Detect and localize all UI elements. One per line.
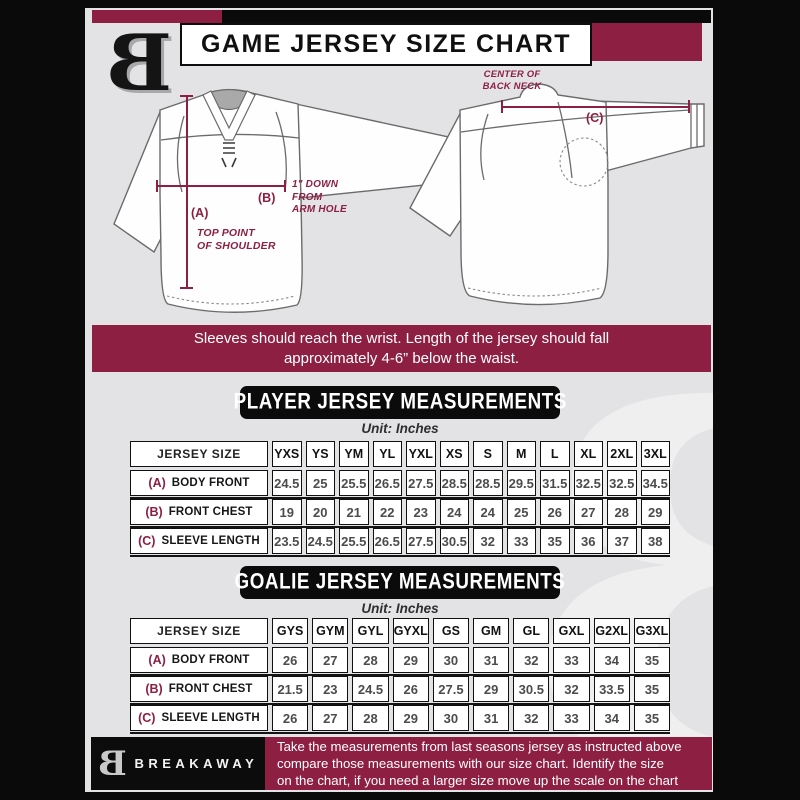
measure-line-b-tick-left	[156, 180, 158, 192]
value-cell: 32.5	[574, 470, 604, 496]
page-border-right	[713, 0, 800, 800]
value-cell: 26	[393, 676, 429, 702]
value-cell: 22	[373, 499, 403, 525]
value-cell: 24.5	[352, 676, 388, 702]
player-measurements-heading: PLAYER JERSEY MEASUREMENTS	[240, 386, 560, 419]
footer-line-1: Take the measurements from last seasons jersey as instructed above	[277, 738, 682, 754]
size-header-cell: YXS	[272, 441, 302, 467]
value-cell: 27	[312, 705, 348, 731]
size-header-cell: GL	[513, 618, 549, 644]
value-cell: 29	[641, 499, 671, 525]
value-cell: 35	[634, 705, 670, 731]
table-row	[130, 647, 670, 673]
arm-hole-note: 1" DOWN FROM ARM HOLE	[292, 179, 347, 215]
value-cell: 29	[393, 705, 429, 731]
label-c: (C)	[586, 111, 604, 125]
size-header-cell: 3XL	[641, 441, 671, 467]
size-header-cell: GYXL	[393, 618, 429, 644]
value-cell: 26.5	[373, 528, 403, 554]
row-key: (A)	[148, 476, 166, 490]
measure-line-a	[186, 96, 188, 288]
size-header-cell: GS	[433, 618, 469, 644]
value-cell: 24.5	[272, 470, 302, 496]
row-label-cell	[130, 676, 268, 702]
top-point-of-shoulder-note: TOP POINT OF SHOULDER	[197, 227, 276, 252]
value-cell: 35	[634, 647, 670, 673]
value-cell: 33	[553, 705, 589, 731]
value-cell: 28	[352, 647, 388, 673]
row-label-cell	[130, 705, 268, 731]
measure-line-b-tick-right	[284, 180, 286, 192]
row-key: (C)	[138, 534, 156, 548]
value-cell: 23	[312, 676, 348, 702]
size-header-cell: YL	[373, 441, 403, 467]
value-cell: 27.5	[406, 470, 436, 496]
value-cell: 31.5	[540, 470, 570, 496]
goalie-measurements-heading: GOALIE JERSEY MEASUREMENTS	[240, 566, 560, 599]
top-bar-black-segment	[222, 10, 711, 23]
size-header-cell: GXL	[553, 618, 589, 644]
footer-line-3: on the chart, if you need a larger size move up the scale on the chart	[277, 773, 678, 789]
value-cell: 34	[594, 705, 630, 731]
value-cell: 21.5	[272, 676, 308, 702]
size-header-cell: L	[540, 441, 570, 467]
size-header-cell: YM	[339, 441, 369, 467]
value-cell: 28.5	[473, 470, 503, 496]
size-header-cell: GM	[473, 618, 509, 644]
value-cell: 29.5	[507, 470, 537, 496]
measure-line-c-tick-left	[501, 100, 503, 113]
value-cell: 29	[393, 647, 429, 673]
label-a: (A)	[191, 206, 209, 220]
row-label: SLEEVE LENGTH	[161, 535, 260, 547]
value-cell: 31	[473, 647, 509, 673]
value-cell: 27.5	[406, 528, 436, 554]
value-cell: 26	[272, 705, 308, 731]
value-cell: 37	[607, 528, 637, 554]
table-row	[130, 470, 670, 496]
size-header-cell: 2XL	[607, 441, 637, 467]
value-cell: 33	[553, 647, 589, 673]
size-label-cell: JERSEY SIZE	[130, 441, 268, 467]
goalie-size-table	[130, 618, 670, 734]
table-row	[130, 528, 670, 554]
value-cell: 32	[513, 647, 549, 673]
banner-line-1: Sleeves should reach the wrist. Length of the jersey should fall	[193, 330, 610, 347]
row-key: (C)	[138, 711, 156, 725]
page-border-top	[0, 0, 800, 8]
page-title-box	[180, 23, 592, 66]
measure-line-a-tick-bottom	[180, 287, 193, 289]
value-cell: 32.5	[607, 470, 637, 496]
player-unit-label: Unit: Inches	[361, 421, 439, 436]
value-cell: 33	[507, 528, 537, 554]
value-cell: 33.5	[594, 676, 630, 702]
measure-line-b	[157, 185, 285, 187]
value-cell: 30.5	[440, 528, 470, 554]
value-cell: 31	[473, 705, 509, 731]
value-cell: 32	[473, 528, 503, 554]
value-cell: 20	[306, 499, 336, 525]
row-key: (A)	[148, 653, 166, 667]
size-label-cell: JERSEY SIZE	[130, 618, 268, 644]
page-title: GAME JERSEY SIZE CHART	[200, 30, 572, 58]
size-header-cell: S	[473, 441, 503, 467]
table-row	[130, 676, 670, 702]
breakaway-logo-icon: B	[106, 18, 172, 109]
value-cell: 28	[607, 499, 637, 525]
row-label: BODY FRONT	[171, 654, 250, 666]
footer-instructions-box	[265, 737, 712, 790]
value-cell: 32	[513, 705, 549, 731]
value-cell: 19	[272, 499, 302, 525]
value-cell: 21	[339, 499, 369, 525]
row-key: (B)	[145, 682, 163, 696]
sleeve-length-banner	[92, 325, 711, 372]
value-cell: 34.5	[641, 470, 671, 496]
value-cell: 23	[406, 499, 436, 525]
value-cell: 34	[594, 647, 630, 673]
value-cell: 30	[433, 647, 469, 673]
center-back-neck-note: CENTER OF BACK NECK	[482, 69, 542, 92]
size-header-cell: YXL	[406, 441, 436, 467]
page-border-left	[0, 0, 85, 800]
footer-brand-box	[91, 737, 265, 790]
page-border-bottom	[0, 792, 800, 800]
value-cell: 24	[473, 499, 503, 525]
value-cell: 25.5	[339, 470, 369, 496]
value-cell: 30	[433, 705, 469, 731]
value-cell: 28	[352, 705, 388, 731]
row-label-cell	[130, 499, 268, 525]
row-label: FRONT CHEST	[168, 683, 253, 695]
measure-line-a-tick-top	[180, 95, 193, 97]
value-cell: 28.5	[440, 470, 470, 496]
value-cell: 24	[440, 499, 470, 525]
footer-brand-name: BREAKAWAY	[134, 756, 259, 771]
size-header-cell: XL	[574, 441, 604, 467]
value-cell: 23.5	[272, 528, 302, 554]
value-cell: 27	[574, 499, 604, 525]
player-size-table	[130, 441, 670, 557]
row-label: SLEEVE LENGTH	[161, 712, 260, 724]
value-cell: 35	[634, 676, 670, 702]
label-b: (B)	[258, 191, 276, 205]
value-cell: 24.5	[306, 528, 336, 554]
footer-line-2: compare those measurements with our size chart. Identify the size	[277, 755, 665, 771]
value-cell: 26	[540, 499, 570, 525]
size-header-cell: GYL	[352, 618, 388, 644]
row-label-cell	[130, 528, 268, 554]
size-header-cell: M	[507, 441, 537, 467]
row-label-cell	[130, 470, 268, 496]
value-cell: 38	[641, 528, 671, 554]
value-cell: 25	[507, 499, 537, 525]
value-cell: 35	[540, 528, 570, 554]
table-row	[130, 499, 670, 525]
size-header-cell: G2XL	[594, 618, 630, 644]
size-header-cell: YS	[306, 441, 336, 467]
value-cell: 26	[272, 647, 308, 673]
value-cell: 25	[306, 470, 336, 496]
row-label-cell	[130, 647, 268, 673]
row-label: FRONT CHEST	[168, 506, 253, 518]
size-header-cell: G3XL	[634, 618, 670, 644]
banner-line-2: approximately 4-6” below the waist.	[283, 349, 520, 367]
row-key: (B)	[145, 505, 163, 519]
table-header-row	[130, 441, 670, 467]
breakaway-footer-logo-icon: B	[97, 743, 127, 784]
measure-line-c-tick-right	[688, 100, 690, 113]
value-cell: 30.5	[513, 676, 549, 702]
front-jersey-diagram	[100, 86, 455, 326]
size-header-cell: GYS	[272, 618, 308, 644]
table-header-row	[130, 618, 670, 644]
table-row	[130, 705, 670, 731]
size-header-cell: XS	[440, 441, 470, 467]
value-cell: 27.5	[433, 676, 469, 702]
goalie-unit-label: Unit: Inches	[361, 601, 439, 616]
value-cell: 26.5	[373, 470, 403, 496]
back-jersey-diagram	[408, 80, 714, 325]
value-cell: 29	[473, 676, 509, 702]
value-cell: 32	[553, 676, 589, 702]
size-header-cell: GYM	[312, 618, 348, 644]
value-cell: 25.5	[339, 528, 369, 554]
value-cell: 36	[574, 528, 604, 554]
header-maroon-block	[592, 23, 702, 61]
row-label: BODY FRONT	[171, 477, 250, 489]
value-cell: 27	[312, 647, 348, 673]
measure-line-c	[502, 106, 690, 108]
